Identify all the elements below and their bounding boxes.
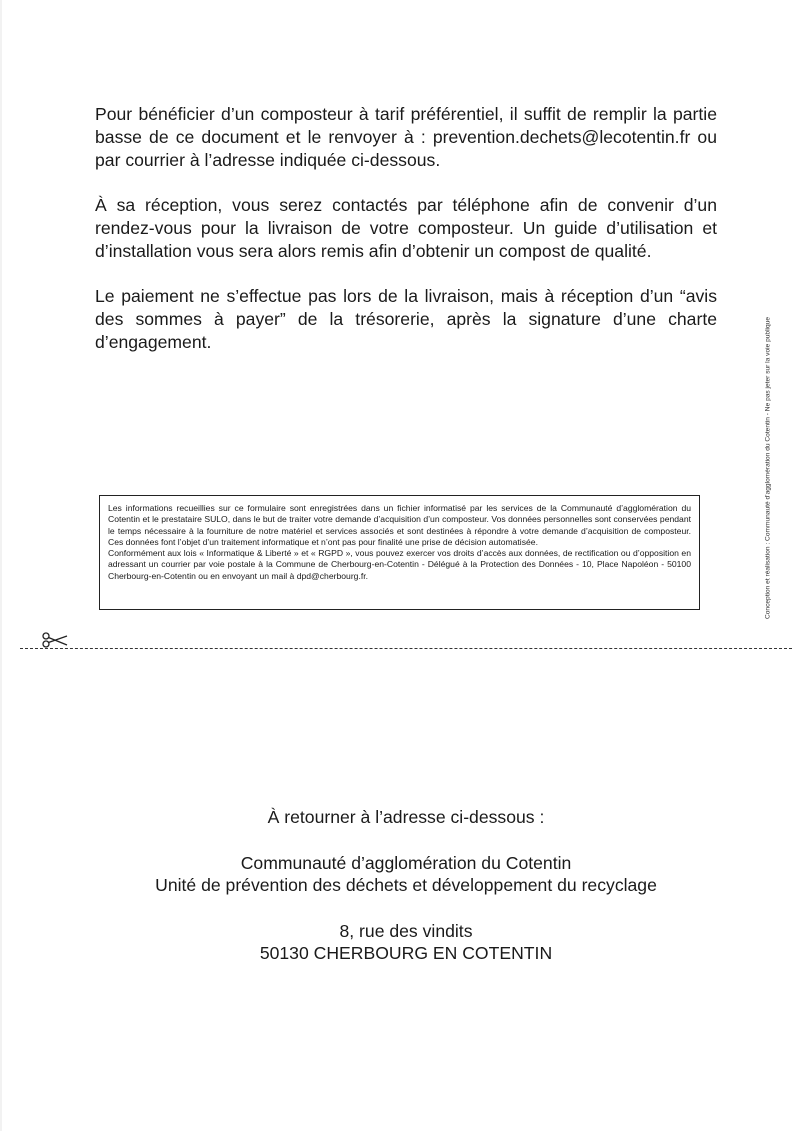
privacy-paragraph-2: Conformément aux lois « Informatique & Liberté » et « RGPD », vous pouvez exercer vos droits d’accès aux données, de rectification ou d’opposition en adressant un courrier par voie postale à la Commune de Cherbourg-en-Cotentin - Délégué à la Protection des Données - 10, Place Napoléon - 50100 Cherbourg-en-Cotentin ou en envoyant un mail à dpd@cherbourg.fr. (108, 548, 691, 581)
page-edge (0, 0, 2, 1131)
side-credit-text: Conception et réalisation : Communauté d’agglomération du Cotentin - Ne pas jeter sur la voie publique (764, 316, 772, 619)
privacy-paragraph-1: Les informations recueillies sur ce formulaire sont enregistrées dans un fichier informatisé par les services de la Communauté d’agglomération du Cotentin et le prestataire SULO, dans le but de traiter votre demande d’acquisition d’un composteur. Vos données personnelles sont conservées pendant le temps nécessaire à la fourniture de notre matériel et services associés et sont destinées à répondre à votre demande d’acquisition de composteur. Ces données font l’objet d’un traitement informatique et n’ont pas pour finalité une prise de décision automatisée. (108, 503, 691, 547)
postal-city: 50130 CHERBOURG EN COTENTIN (259, 943, 553, 963)
organization-name: Communauté d’agglomération du Cotentin (240, 853, 572, 873)
side-credit (762, 300, 774, 635)
intro-paragraph-1: Pour bénéficier d’un composteur à tarif préférentiel, il suffit de remplir la partie basse de ce document et le renvoyer à : prevention.dechets@lecotentin.fr ou par courrier à l’adresse indiquée ci-dessous. (95, 104, 717, 170)
return-address (100, 806, 712, 964)
return-heading: À retourner à l’adresse ci-dessous : (267, 807, 545, 827)
intro-paragraph-2: À sa réception, vous serez contactés par téléphone afin de convenir d’un rendez-vous pour la livraison de votre composteur. Un guide d’utilisation et d’installation vous sera alors remis afin d’obtenir un compost de qualité. (95, 195, 717, 261)
cut-line (20, 648, 792, 649)
department-name: Unité de prévention des déchets et développement du recyclage (155, 875, 657, 895)
privacy-notice-box (99, 495, 700, 610)
street-address: 8, rue des vindits (339, 921, 473, 941)
scissors-icon (40, 630, 70, 650)
intro-paragraph-3: Le paiement ne s’effectue pas lors de la livraison, mais à réception d’un “avis des sommes à payer” de la trésorerie, après la signature d’une charte d’engagement. (95, 286, 717, 352)
intro-text (95, 103, 717, 376)
